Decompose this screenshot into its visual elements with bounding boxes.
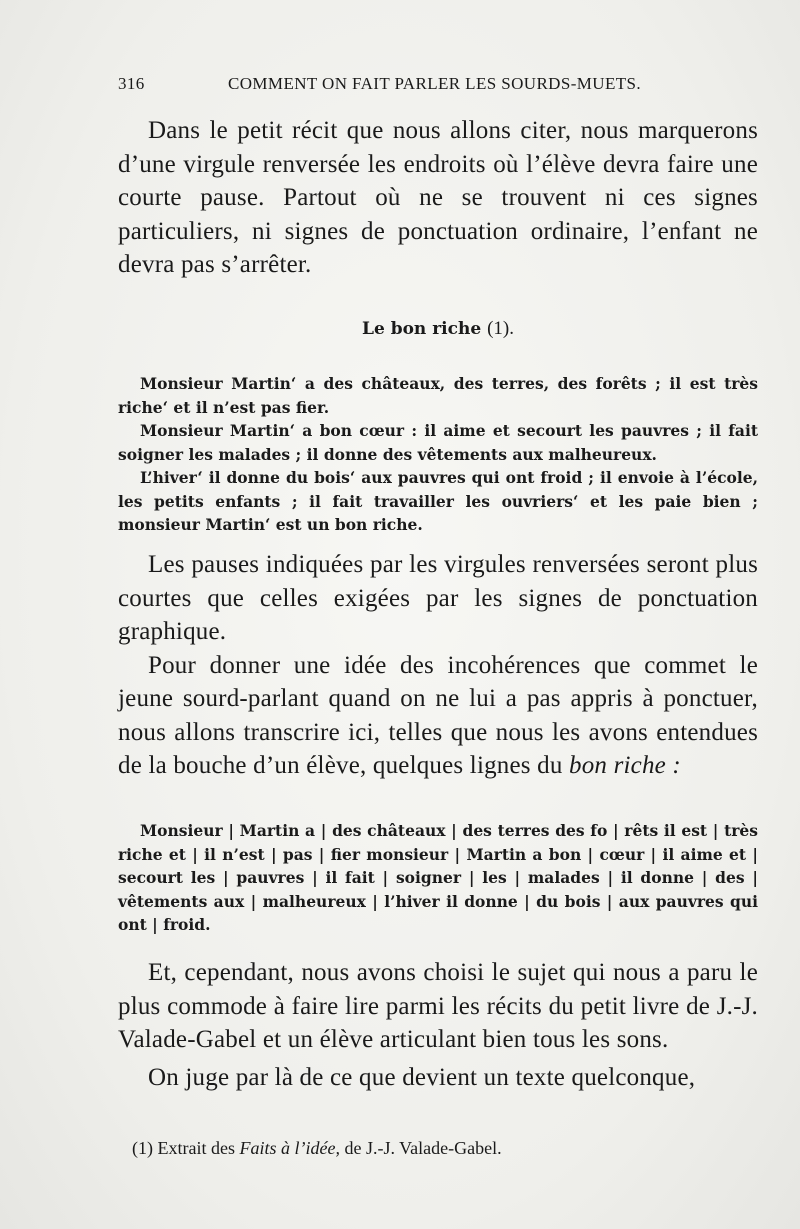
footnote-italic-title: Faits à l’idée, <box>239 1138 340 1158</box>
conclusion-paragraph: On juge par là de ce que devient un texte quelconque, <box>148 1063 696 1091</box>
footnote <box>132 1138 752 1159</box>
body-text-block <box>118 548 758 783</box>
incoherence-paragraph <box>118 649 758 783</box>
footnote-marker: (1) <box>132 1138 153 1158</box>
story-line: Monsieur Martin‘ a bon cœur : il aime et secourt les pauvres ; il fait soigner les malades ; il donne des vêtements aux malheureux. <box>118 421 758 464</box>
story-reference-italic: bon riche : <box>569 752 681 779</box>
choice-paragraph: Et, cependant, nous avons choisi le sujet qui nous a paru le plus commode à faire lire parmi les récits du petit livre de J.-J. Valade-Gabel et un élève articulant bien tous les sons. <box>118 959 758 1053</box>
running-title: COMMENT ON FAIT PARLER LES SOURDS-MUETS. <box>228 74 642 93</box>
closing-text-block <box>118 956 758 1094</box>
footnote-text-before: Extrait des <box>157 1138 235 1158</box>
story-title-text: Le bon riche <box>362 319 482 339</box>
intro-paragraph: Dans le petit récit que nous allons citer, nous marquerons d’une virgule renversée les endroits où l’élève devra faire une courte pause. Partout où ne se trouvent ni ces signes particuliers, ni signes de ponctuation ordinaire, l’enfant ne devra pas s’arrêter. <box>118 117 758 278</box>
pauses-paragraph: Les pauses indiquées par les virgules renversées seront plus courtes que celles exigées par les signes de ponctuation graphique. <box>118 551 758 645</box>
intro-paragraph-block <box>118 114 758 282</box>
student-reading-block <box>118 819 758 937</box>
story-line: Monsieur Martin‘ a des châteaux, des terres, des forêts ; il est très riche‘ et il n’est pas fier. <box>118 374 758 417</box>
incoherence-paragraph-text: Pour donner une idée des incohérences que commet le jeune sourd-parlant quand on ne lui a pas appris à ponctuer, nous allons transcrire ici, telles que nous les avons entendues de la bouche d’un élève, quelques lignes du <box>118 651 758 779</box>
footnote-reference: (1). <box>487 318 514 339</box>
footnote-text-after: de J.-J. Valade-Gabel. <box>344 1138 502 1158</box>
student-reading-transcript: Monsieur | Martin a | des châteaux | des terres des fo | rêts il est | très riche et | il n’est | pas | fier monsieur | Martin a bon | cœur | il aime et | secourt les | pauvres | il fait | soigner | les | malades | il donne | des | vêtements aux | malheureux | l’hiver il donne | du bois | aux pauvres qui ont | froid. <box>118 821 758 934</box>
story-line: L’hiver‘ il donne du bois‘ aux pauvres qui ont froid ; il envoie à l’école, les petits enfants ; il fait travailler les ouvriers‘ et les paie bien ; monsieur Martin‘ est un bon riche. <box>118 468 758 534</box>
story-text-block <box>118 372 758 537</box>
story-title <box>118 318 758 340</box>
page-number: 316 <box>118 74 145 93</box>
